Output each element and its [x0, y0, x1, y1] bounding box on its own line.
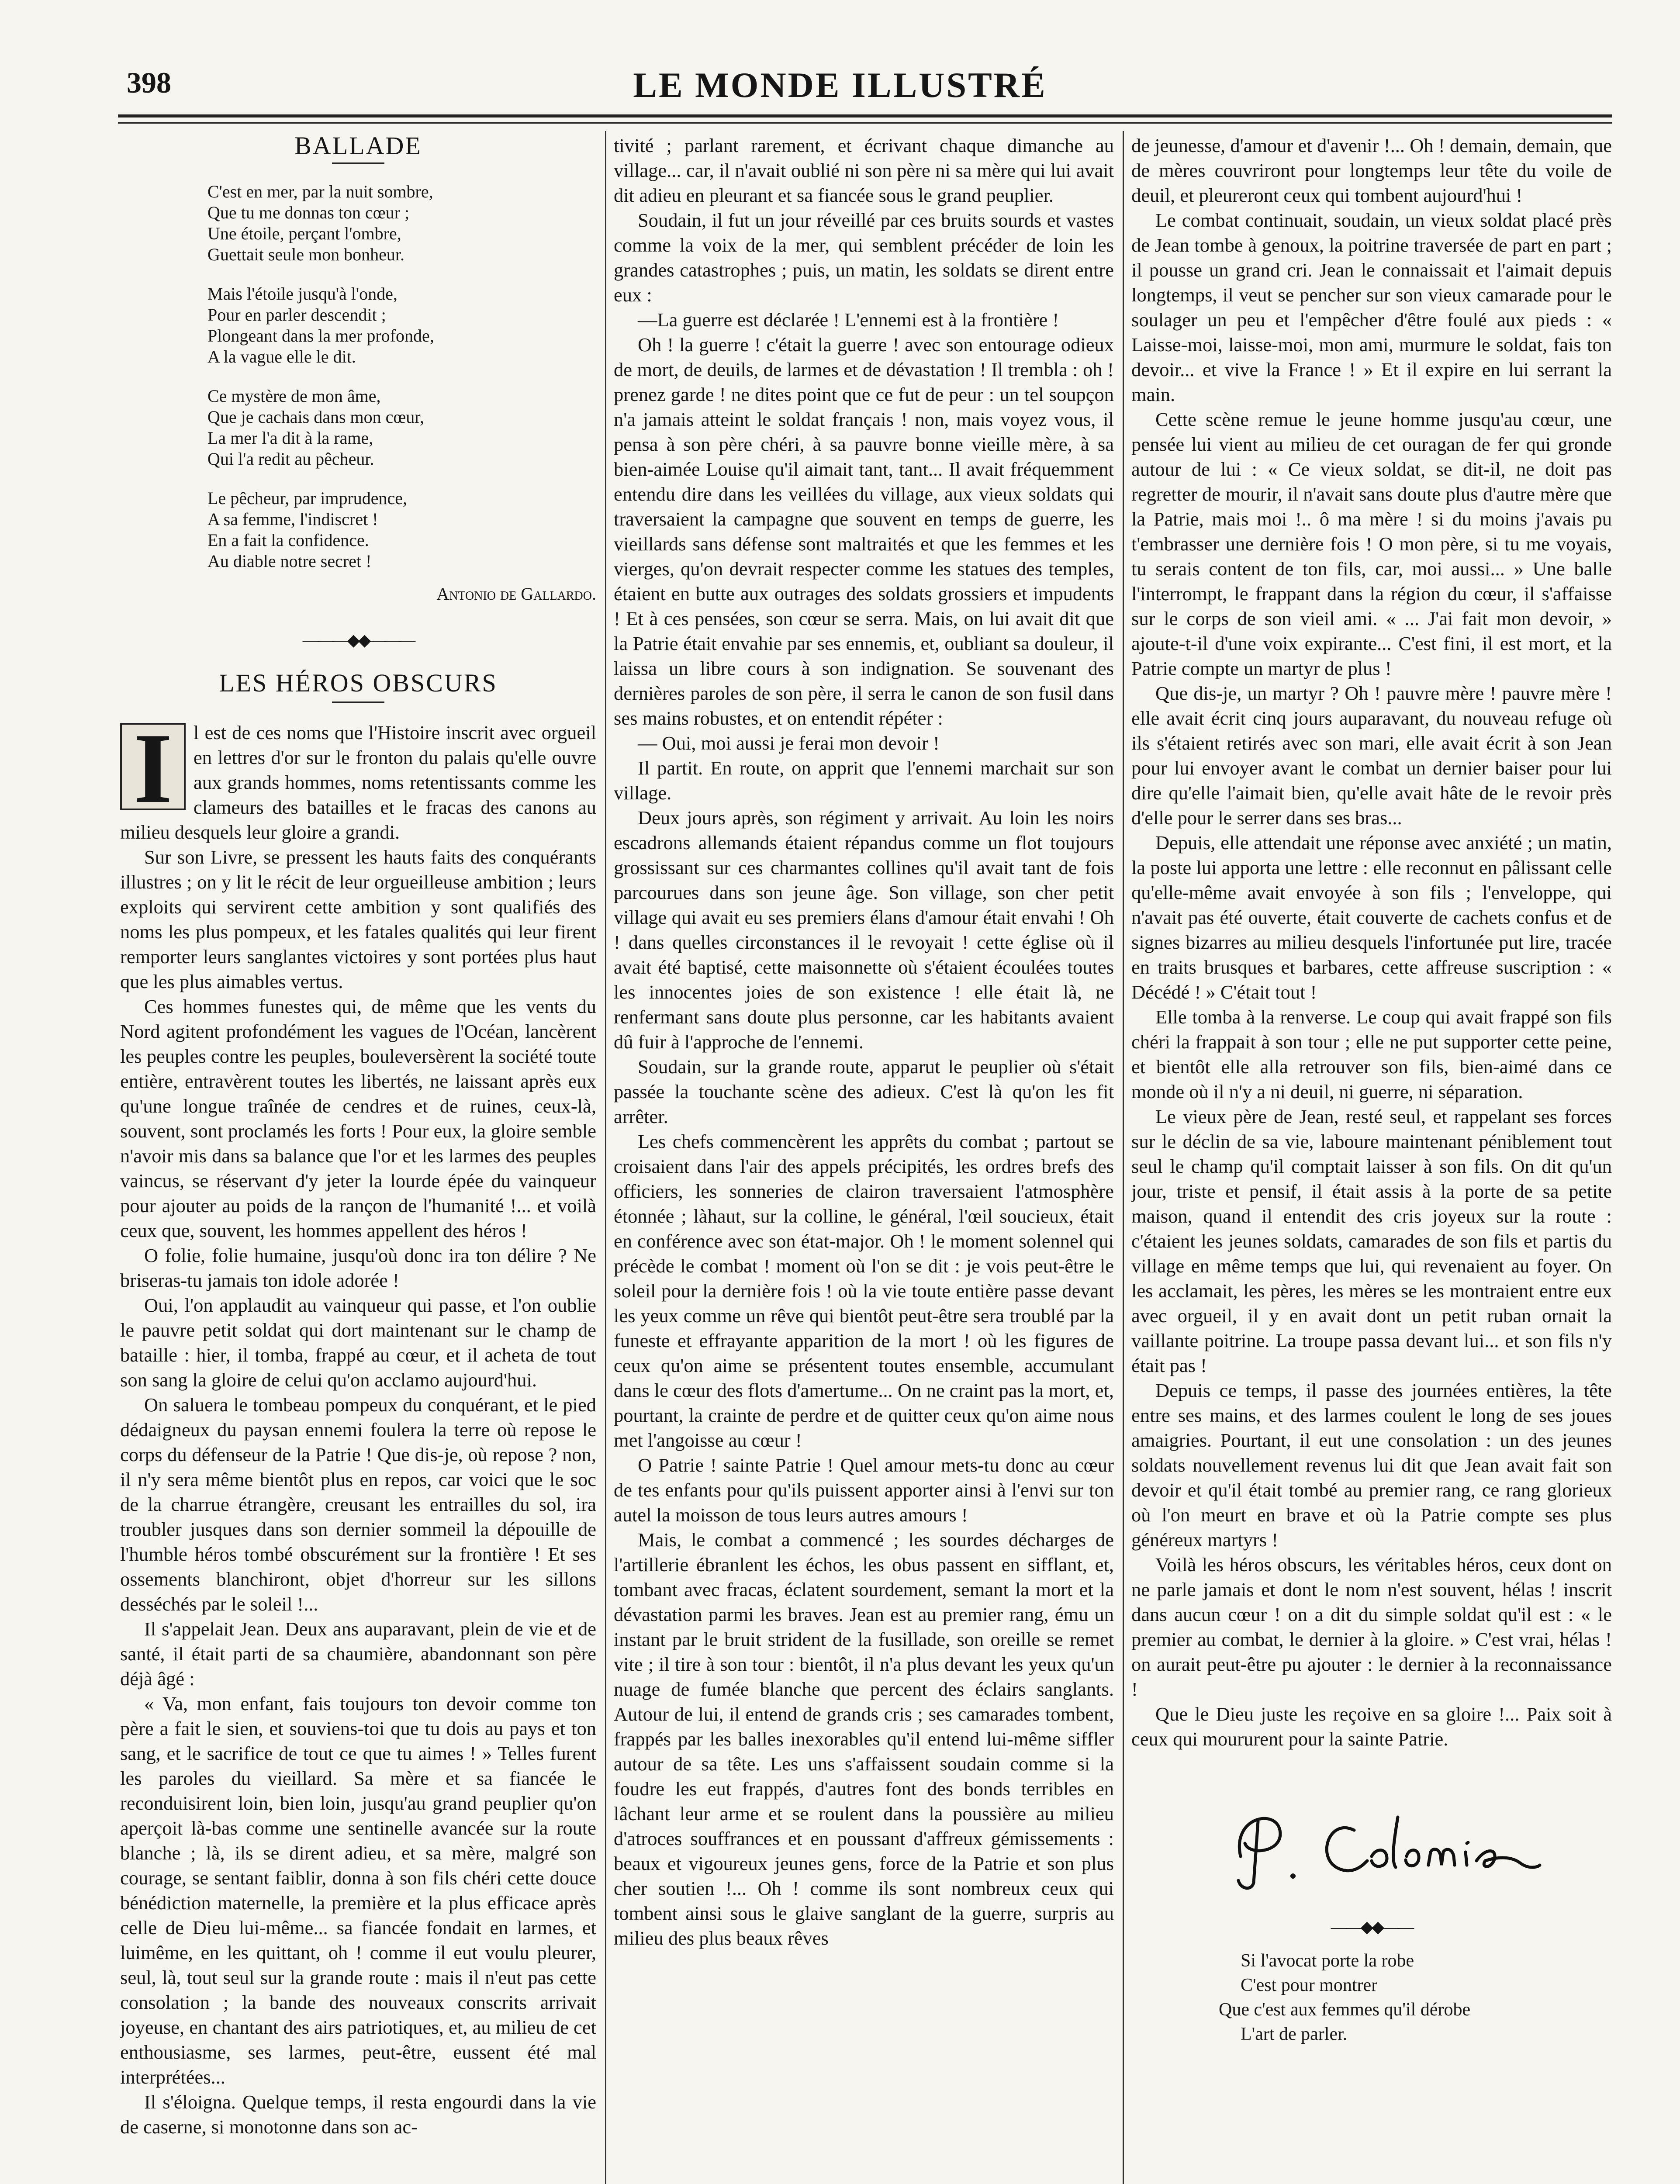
poem-line: Que je cachais dans mon cœur, [207, 407, 424, 427]
paragraph: Soudain, il fut un jour réveillé par ces bruits sourds et vastes comme la voix de la mer, qui semblent précéder de loin les grandes catastrophes ; puis, un matin, les soldats se dirent entre eux : [614, 209, 1114, 306]
title-rule [332, 702, 384, 703]
epigram-line: Si l'avocat porte la robe [1241, 1951, 1414, 1971]
paragraph: Soudain, sur la grande route, apparut le peuplier où s'était passée la touchante scène des adieux. C'est là qu'on les fit arrêter. [614, 1056, 1114, 1127]
poem-line: A sa femme, l'indiscret ! [207, 509, 378, 529]
stanza [207, 181, 596, 265]
poem-line: Mais l'étoile jusqu'à l'onde, [207, 284, 398, 304]
title-rule [332, 162, 384, 164]
paragraph: Le vieux père de Jean, resté seul, et rappelant ses forces sur le déclin de sa vie, laboure maintenant péniblement tout seul le champ qu'il comptait laisser à son fils. On dit qu'un jour, triste et pensif, il était assis à la porte de sa petite maison, quand il entendit des cris joyeux sur la route : c'étaient les jeunes soldats, camarades de son fils et partis du village en même temps que lui, qui revenaient au foyer. On les acclamait, les pères, les mères se les montraient entre eux avec orgueil, il y en avait dont un petit ruban ornait la vaillante poitrine. La troupe passa devant lui... et son fils n'y était pas ! [1131, 1106, 1612, 1376]
paragraph: Les chefs commencèrent les apprêts du combat ; partout se croisaient dans l'air des appels précipités, les ordres brefs des officiers, les sonneries de clairon traversaient l'atmosphère étonnée ; làhaut, sur la colline, le général, l'œil soucieux, était en conférence avec son état-major. Oh ! le moment solennel qui précède le combat ! moment où l'on se dit : je vois peut-être le soleil pour la dernière fois ! où la vie toute entière passe devant les yeux comme un rêve qui bientôt peut-être sera troublé par la funeste et effrayante apparition de la mort ! où les figures de ceux qu'on aime se présentent toutes ensemble, accumulant dans le cœur des flots d'amertume... On ne craint pas la mort, et, pourtant, la crainte de perdre et de quitter ceux qu'on aime nous met l'angoisse au cœur ! [614, 1130, 1114, 1451]
paragraph: tivité ; parlant rarement, et écrivant chaque dimanche au village... car, il n'avait oublié ni son père ni sa mère qui lui avait dit adieu en pleurant et sa fiancée sous le grand peuplier. [614, 135, 1114, 206]
paragraph: Elle tomba à la renverse. Le coup qui avait frappé son fils chéri la frappait à son tour ; elle ne put supporter cette peine, et bientôt elle alla retrouver son fils, bien-aimé dans ce monde où il n'y a ni deuil, ni guerre, ni séparation. [1131, 1006, 1612, 1102]
stanza [207, 488, 596, 572]
poem-line: C'est en mer, par la nuit sombre, [207, 182, 433, 201]
paragraph: Le combat continuait, soudain, un vieux soldat placé près de Jean tombe à genoux, la poitrine traversée de part en part ; il pousse un grand cri. Jean le connaissait et l'aimait depuis longtemps, il veut se pencher sur son vieux camarade pour le soulager un peu et l'empêcher d'être foulé aux pieds : « Laisse-moi, laisse-moi, mon ami, murmure le soldat, fais ton devoir... et vive la France ! » Et il expire en lui serrant la main. [1131, 209, 1612, 405]
paragraph: « Va, mon enfant, fais toujours ton devoir comme ton père a fait le sien, et souviens-toi que tu dois au pays et ton sang, et le sacrifice de tout ce que tu aimes ! » Telles furent les paroles du vieillard. Sa mère et sa fiancée le reconduisirent loin, bien loin, jusqu'au grand peuplier qu'on aperçoit là-bas comme une sentinelle avancée sur la route blanche ; là, ils se dirent adieu, et sa mère, malgré son courage, se sentant faiblir, donna à son fils chéri cette douce bénédiction maternelle, la première et la plus efficace après celle de Dieu lui-même... sa fiancée fondait en larmes, et luimême, en les quittant, oh ! comme il eut voulu pleurer, seul, là, tout seul sur la grande route : mais il n'eut pas cette consolation ; la bande des nouveaux conscrits arrivait joyeuse, en chantant des airs patriotiques, et, au milieu de cet enthousiasme, ses larmes, peut-être, eussent été mal interprétées... [120, 1693, 596, 2088]
poem-line: Une étoile, perçant l'ombre, [207, 224, 401, 243]
paragraph: O Patrie ! sainte Patrie ! Quel amour mets-tu donc au cœur de tes enfants pour qu'ils puissent apporter ainsi à l'envi sur ton autel la moisson de tous leurs autres amours ! [614, 1454, 1114, 1526]
stanza [207, 386, 596, 470]
poem-line: Qui l'a redit au pêcheur. [207, 449, 374, 469]
column-3 [1131, 133, 1612, 2184]
poem-line: La mer l'a dit à la rame, [207, 428, 373, 448]
stanza [207, 283, 596, 367]
poem-line: Pour en parler descendit ; [207, 305, 386, 325]
article-title: LES HÉROS OBSCURS [219, 669, 498, 697]
column-1 [120, 133, 596, 2184]
poem-line: Le pêcheur, par imprudence, [207, 488, 408, 508]
paragraph: O folie, folie humaine, jusqu'où donc ira ton délire ? Ne briseras-tu jamais ton idole adorée ! [120, 1244, 596, 1291]
column-divider [605, 131, 606, 2184]
poem-line: Ce mystère de mon âme, [207, 386, 381, 406]
header-rule [118, 114, 1612, 117]
column-2 [614, 133, 1114, 2184]
header-rule-thin [118, 122, 1612, 124]
paragraph: Oh ! la guerre ! c'était la guerre ! avec son entourage odieux de mort, de deuils, de larmes et de dévastation ! Il trembla : oh ! prenez garde ! ne dites point que ce fut de peur : un tel soupçon n'a jamais atteint le soldat français ! non, mais voyez vous, il pensa à son père chéri, à sa pauvre bonne vieille mère, à sa bien-aimée Louise qu'il aimait tant, tant... Il avait fréquemment entendu dire dans les veillées du village, aux vieux soldats qui traversaient la campagne que souvent en temps de guerre, les vieillards sans défense sont maltraités et que les femmes et les vierges, qu'on devrait respecter comme les statues des temples, étaient en butte aux outrages des soldats grossiers et impudents ! Et à ces pensées, son cœur se serra. Mais, on lui avait dit que la Patrie était envahie par ses ennemis, et, oubliant sa douleur, il laissa un libre cours à son indignation. Se souvenant des dernières paroles de son père, il serra le canon de son fusil dans ses mains robustes, et on entendit répéter : [614, 334, 1114, 729]
poem-line: Plongeant dans la mer profonde, [207, 326, 434, 346]
poem-line: Que tu me donnas ton cœur ; [207, 203, 410, 222]
paragraph: Que le Dieu juste les reçoive en sa gloire !... Paix soit à ceux qui moururent pour la sainte Patrie. [1131, 1703, 1612, 1750]
ornament-divider: ———◆◆——— [302, 631, 414, 650]
paragraph: Ces hommes funestes qui, de même que les vents du Nord agitent profondément les vagues de l'Océan, lancèrent les peuples contre les peuples, bouleversèrent la société toute entière, entravèrent toutes les libertés, ne laissant après eux qu'une longue traînée de cendres et de ruines, ceux-là, souvent, sont proclamés les forts ! Pour eux, la gloire semble n'avoir mis dans sa balance que l'or et les larmes des peuples vaincus, se réservant d'y jeter la lourde épée du vainqueur pour ajouter au poids de la rançon de l'humanité !... et voilà ceux que, souvent, les hommes appellent des héros ! [120, 995, 596, 1241]
paragraph: de jeunesse, d'amour et d'avenir !... Oh ! demain, demain, que de mères couvriront pour longtemps leur tête du voile de deuil, et pleureront ceux qui tombent aujourd'hui ! [1131, 135, 1612, 206]
paragraph: Que dis-je, un martyr ? Oh ! pauvre mère ! pauvre mère ! elle avait écrit cinq jours auparavant, du nouveau refuge où ils s'étaient retirés avec son mari, elle avait écrit à son Jean pour lui envoyer avant le combat un dernier baiser pour lui dire qu'elle l'aimait bien, qu'elle avait hâte de le revoir près d'elle pour le serrer dans ses bras... [1131, 682, 1612, 829]
epigram [1219, 1949, 1612, 2046]
masthead: LE MONDE ILLUSTRÉ [633, 65, 1047, 105]
poem-line: Guettait seule mon bonheur. [207, 245, 405, 264]
paragraph: Mais, le combat a commencé ; les sourdes décharges de l'artillerie ébranlent les échos, les obus passent en sifflant, et, tombant avec fracas, éclatent sourdement, semant la mort et la dévastation parmi les braves. Jean est au premier rang, ému un instant par le bruit strident de la fusillade, son oreille se remet vite ; il tire à son tour : bientôt, il n'a plus devant les yeux qu'un nuage de fumée blanche que percent des éclairs sanglants. Autour de lui, il entend de grands cris ; ses camarades tombent, frappés par les balles inexorables qu'il entend lui-même siffler autour de sa tête. Les uns s'affaissent soudain comme si la foudre les eut frappés, d'autres font des bonds terribles en lâchant leur arme et se roulent dans la poussière au milieu d'atroces souffrances et en poussant d'affreux gémissements : beaux et vigoureux jeunes gens, force de la Patrie et son plus cher soutien !... Oh ! comme ils sont nombreux ceux qui tombent ainsi sous le glaive sanglant de la guerre, surpris au milieu des plus beaux rêves [614, 1529, 1114, 1949]
epigram-line: C'est pour montrer [1241, 1975, 1378, 1995]
paragraph: —La guerre est déclarée ! L'ennemi est à la frontière ! [638, 309, 1059, 331]
poem-line: En a fait la confidence. [207, 530, 369, 550]
paragraph: Deux jours après, son régiment y arrivait. Au loin les noirs escadrons allemands étaient répandus comme un flot toujours grossissant sur ces charmantes collines qu'il avait tant de fois parcourues dans son jeune âge. Son village, son cher petit village qui avait eu ses premiers élans d'amour était envahi ! Oh ! dans quelles circonstances il le revoyait ! cette église où il avait été baptisé, cette maisonnette où s'étaient écoulées toutes les innocentes joies de son existence ! elle était là, ne renfermant sans doute plus personne, car les habitants avaient dû fuir à l'approche de l'ennemi. [614, 807, 1114, 1053]
poem-line: Au diable notre secret ! [207, 551, 372, 571]
paragraph: I l est de ces noms que l'Histoire inscrit avec orgueil en lettres d'or sur le fronton du palais qu'elle ouvre aux grands hommes, noms retentissants comme les clameurs des batailles et le fracas des canons au milieu desquels leur gloire a grandi. [120, 712, 596, 843]
paragraph: Oui, l'on applaudit au vainqueur qui passe, et l'on oublie le pauvre petit soldat qui dort maintenant sur le champ de bataille : hier, il tomba, frappé au cœur, et il acheta de tout son sang la gloire de celui qu'on acclamo aujourd'hui. [120, 1294, 596, 1391]
paragraph: Il s'appelait Jean. Deux ans auparavant, plein de vie et de santé, il était parti de sa chaumière, abandonnant son père déjà âgé : [120, 1618, 596, 1690]
paragraph: On saluera le tombeau pompeux du conquérant, et le pied dédaigneux du paysan ennemi foulera la terre où repose le corps du défenseur de la Patrie ! Que dis-je, où repose ? non, il n'y sera même bientôt plus en repos, car voici que le soc de la charrue étrangère, creusant les entrailles du sol, ira troubler jusques dans son dernier sommeil la dépouille de l'humble héros tombé obscurément sur la frontière ! Et ses ossements blanchiront, objet d'horreur sur les sillons desséchés par le soleil !... [120, 1394, 596, 1615]
dropcap: I [120, 723, 186, 810]
poem-author: Antonio de Gallardo. [436, 584, 596, 604]
page-number: 398 [127, 66, 171, 99]
handwritten-signature [1214, 1791, 1546, 1896]
epigram-line: Que c'est aux femmes qu'il dérobe [1219, 2000, 1471, 2020]
paragraph: Voilà les héros obscurs, les véritables héros, ceux dont on ne parle jamais et dont le nom n'est souvent, hélas ! inscrit dans aucun cœur ! on a dit du simple soldat qu'il est : « le premier au combat, le dernier à la gloire. » C'est vrai, hélas ! on aurait peut-être pu ajouter : le dernier à la reconnaissance ! [1131, 1554, 1612, 1700]
ballade-title: BALLADE [294, 133, 422, 160]
paragraph: — Oui, moi aussi je ferai mon devoir ! [638, 732, 940, 754]
poem-line: A la vague elle le dit. [207, 347, 356, 366]
ballade-poem [207, 181, 596, 572]
paragraph: Il partit. En route, on apprit que l'ennemi marchait sur son village. [614, 757, 1114, 804]
paragraph: Depuis, elle attendait une réponse avec anxiété ; un matin, la poste lui apporta une lettre : elle reconnut en pâlissant celle qu'elle-même avait envoyée à son fils ; l'enveloppe, qui n'avait pas été ouverte, était couverte de cachets confus et de signes bizarres au milieu desquels l'infortunée put lire, tracée en traits brusques et barbares, cette affreuse suscription : « Décédé ! » C'était tout ! [1131, 832, 1612, 1003]
ornament-divider: ——◆◆—— [1331, 1918, 1413, 1936]
paragraph: Il s'éloigna. Quelque temps, il resta engourdi dans la vie de caserne, si monotonne dans son ac- [120, 2091, 596, 2138]
paragraph: Cette scène remue le jeune homme jusqu'au cœur, une pensée lui vient au milieu de cet ouragan de fer qui gronde autour de lui : « Ce vieux soldat, se dit-il, ne doit pas regretter de mourir, il n'avait sans doute plus d'autre mère que la Patrie, mais moi !.. ô ma mère ! si du moins j'avais pu t'embrasser une dernière fois ! O mon père, si tu me voyais, tu serais content de ton fils, car, moi aussi... » Une balle l'interrompt, le frappant dans la région du cœur, il s'affaisse sur le corps de son vieil ami. « ... J'ai fait mon devoir, » ajoute-t-il d'une voix expirante... C'est fini, il est mort, et la Patrie compte un martyr de plus ! [1131, 408, 1612, 679]
column-divider [1123, 131, 1124, 2184]
paragraph: Sur son Livre, se pressent les hauts faits des conquérants illustres ; on y lit le récit de leur orgueilleuse ambition ; leurs exploits qui servirent cette ambition y sont qualifiés des noms les plus pompeux, et les fatales qualités qui leur firent remporter leurs sanglantes victoires y sont portées plus haut que les plus aimables vertus. [120, 846, 596, 992]
epigram-line: L'art de parler. [1241, 2024, 1348, 2044]
paragraph: Depuis ce temps, il passe des journées entières, la tête entre ses mains, et des larmes coulent le long de ses joues amaigries. Pourtant, il eut une consolation : un des jeunes soldats nouvellement revenus lui dit que Jean avait fait son devoir et qu'il était tombé au premier rang, ce rang glorieux où l'on meurt en brave et où la Patrie compte ses plus généreux martyrs ! [1131, 1379, 1612, 1551]
